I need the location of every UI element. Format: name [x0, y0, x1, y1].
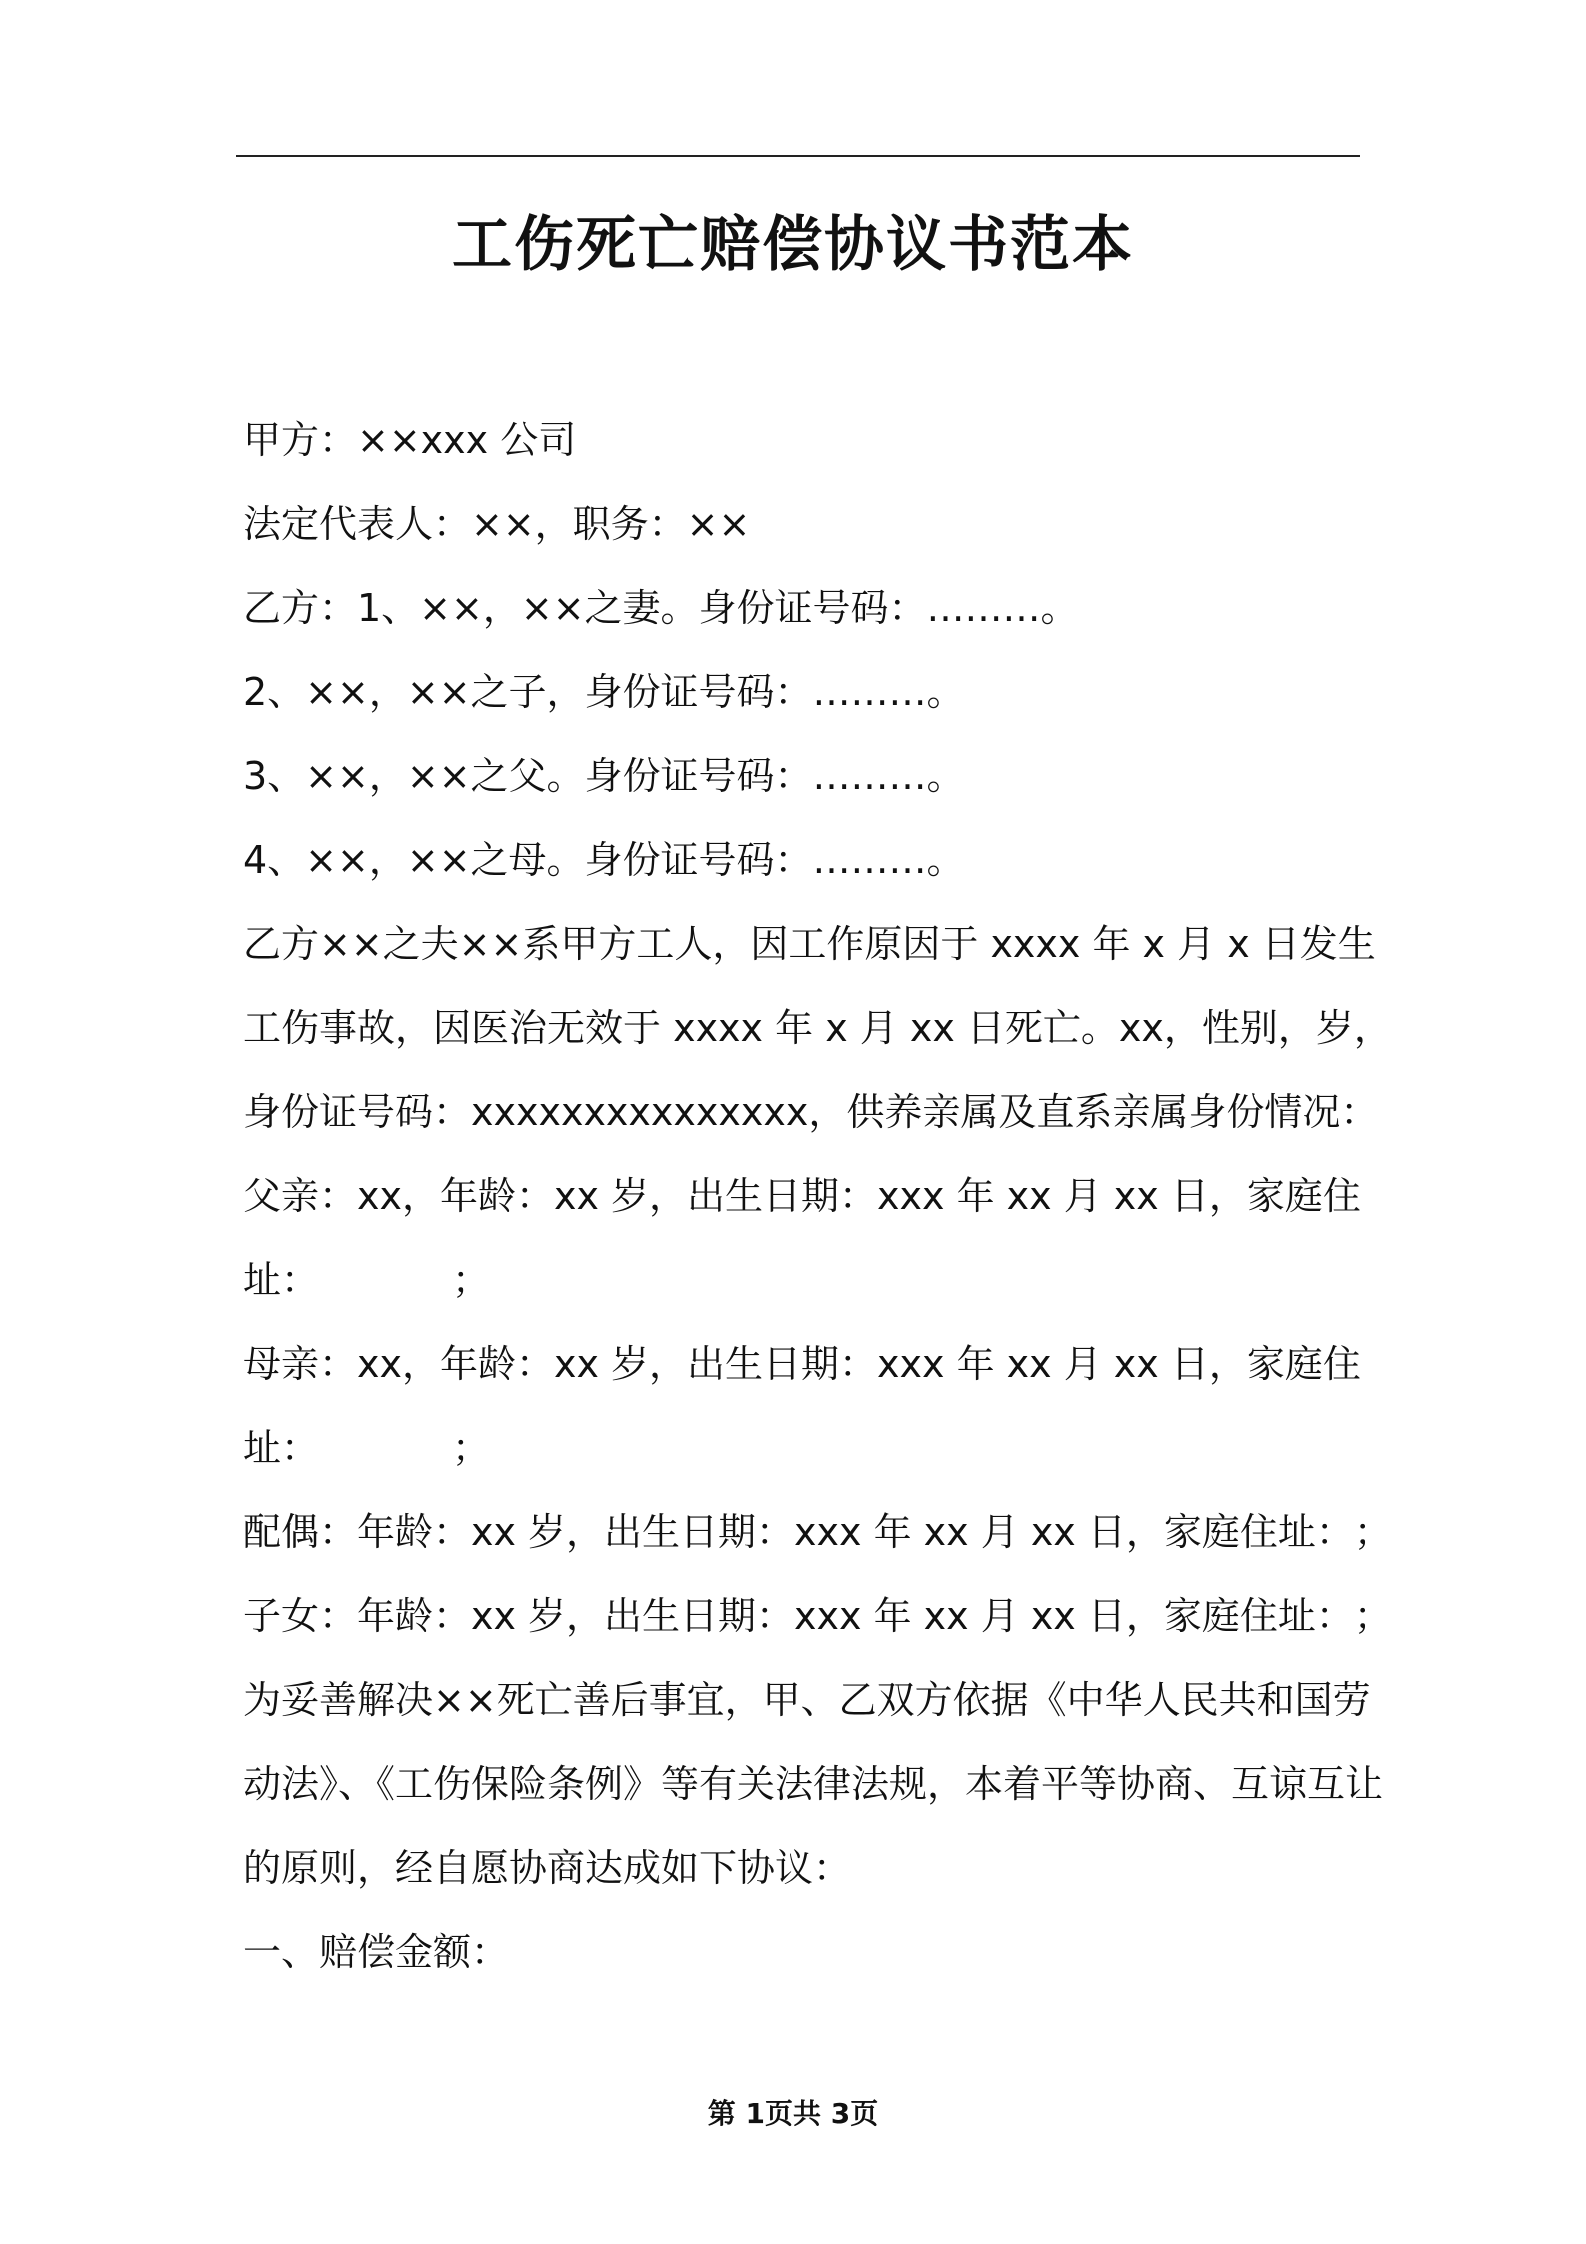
father-address-line: 址： ；: [243, 1258, 491, 1302]
child-info-line: [243, 1574, 1392, 1658]
paragraph-line: 乙方××之夫××系甲方工人，因工作原因于 xxxx 年 x 月 x 日发生: [243, 922, 1376, 966]
section-heading-compensation: 一、赔偿金额：: [243, 1930, 510, 1974]
party-b-line-4: 4、××，××之母。身份证号码：………。: [243, 838, 965, 882]
child-info-end: ；: [1353, 1594, 1392, 1638]
father-info-line: 父亲：xx，年龄：xx 岁，出生日期：xxx 年 xx 月 xx 日，家庭住: [243, 1174, 1361, 1218]
child-info-text: 子女：年龄：xx 岁，出生日期：xxx 年 xx 月 xx 日，家庭住址：: [243, 1594, 1354, 1638]
page-footer: 第 1页共 3页: [707, 2097, 879, 2130]
paragraph-line: 身份证号码：xxxxxxxxxxxxxxx，供养亲属及直系亲属身份情况：: [243, 1090, 1379, 1134]
spouse-info-text: 配偶：年龄：xx 岁，出生日期：xxx 年 xx 月 xx 日，家庭住址：: [243, 1510, 1354, 1554]
legal-representative-line: 法定代表人：××，职务：××: [243, 502, 751, 546]
document-title: 工伤死亡赔偿协议书范本: [452, 210, 1134, 280]
party-a-line: 甲方：××xxx 公司: [243, 418, 577, 462]
party-b-line-1: 乙方：1、××，××之妻。身份证号码：………。: [243, 586, 1079, 630]
closing-paragraph-line: 为妥善解决××死亡善后事宜，甲、乙双方依据《中华人民共和国劳: [243, 1678, 1371, 1722]
spouse-info-line: [243, 1490, 1392, 1574]
document-body: [243, 398, 1392, 1994]
mother-address-line: 址： ；: [243, 1426, 491, 1470]
closing-paragraph-line: 的原则，经自愿协商达成如下协议：: [243, 1846, 852, 1890]
party-b-line-2: 2、××，××之子，身份证号码：………。: [243, 670, 965, 714]
spouse-info-end: ；: [1353, 1510, 1392, 1554]
party-b-line-3: 3、××，××之父。身份证号码：………。: [243, 754, 965, 798]
paragraph-line: 工伤事故，因医治无效于 xxxx 年 x 月 xx 日死亡。xx，性别，岁，: [243, 1006, 1392, 1050]
closing-paragraph-line: 动法》、《工伤保险条例》等有关法律法规，本着平等协商、互谅互让: [243, 1762, 1384, 1806]
mother-info-line: 母亲：xx，年龄：xx 岁，出生日期：xxx 年 xx 月 xx 日，家庭住: [243, 1342, 1361, 1386]
header-rule: [236, 155, 1360, 157]
